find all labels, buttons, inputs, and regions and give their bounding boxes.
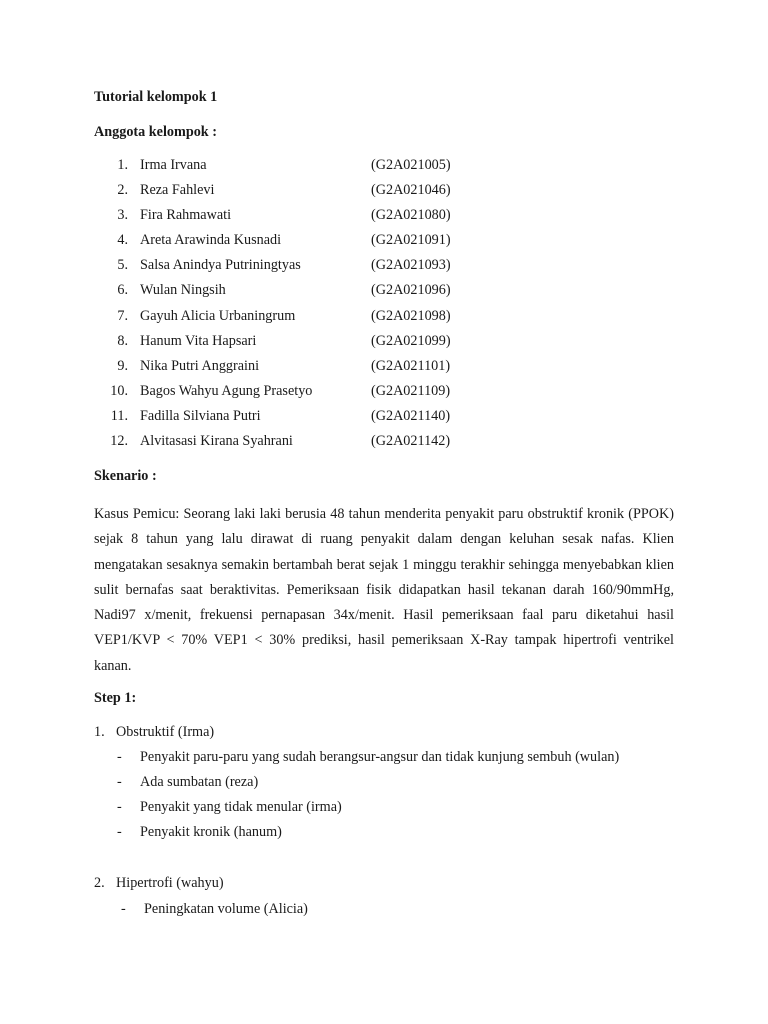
step-term: Obstruktif (Irma) <box>116 724 215 740</box>
step-number: 2. <box>94 875 105 891</box>
member-row <box>0 207 768 227</box>
member-id: (G2A021096) <box>371 282 451 298</box>
member-id: (G2A021099) <box>371 333 451 349</box>
step-term: Hipertrofi (wahyu) <box>116 875 224 891</box>
members-heading: Anggota kelompok : <box>94 124 217 140</box>
step-point-text: Penyakit paru-paru yang sudah berangsur-angsur dan tidak kunjung sembuh (wulan) <box>140 749 620 765</box>
member-number: 7. <box>117 308 128 324</box>
member-row <box>0 182 768 202</box>
document-title: Tutorial kelompok 1 <box>94 89 218 105</box>
member-name: Nika Putri Anggraini <box>140 358 260 374</box>
member-row <box>0 282 768 302</box>
member-id: (G2A021142) <box>371 433 451 449</box>
member-number: 10. <box>110 383 128 399</box>
member-id: (G2A021046) <box>371 182 451 198</box>
member-name: Irma Irvana <box>140 157 207 173</box>
step-heading: Step 1: <box>94 690 137 706</box>
step-item <box>94 875 224 892</box>
member-row <box>0 358 768 378</box>
member-number: 2. <box>117 182 128 198</box>
member-number: 3. <box>117 207 128 223</box>
member-id: (G2A021093) <box>371 257 451 273</box>
member-row <box>0 383 768 403</box>
member-name: Fira Rahmawati <box>140 207 232 223</box>
member-number: 9. <box>117 358 128 374</box>
member-number: 8. <box>117 333 128 349</box>
member-id: (G2A021098) <box>371 308 451 324</box>
member-row <box>0 232 768 252</box>
member-name: Wulan Ningsih <box>140 282 226 298</box>
bullet-dash: - <box>121 901 126 917</box>
member-row <box>0 257 768 277</box>
step-point-text: Ada sumbatan (reza) <box>140 774 259 790</box>
member-name: Reza Fahlevi <box>140 182 215 198</box>
member-name: Salsa Anindya Putriningtyas <box>140 257 301 273</box>
member-number: 1. <box>117 157 128 173</box>
member-name: Gayuh Alicia Urbaningrum <box>140 308 296 324</box>
scenario-paragraph: Kasus Pemicu: Seorang laki laki berusia 48 tahun menderita penyakit paru obstruktif kronik (PPOK) sejak 8 tahun yang lalu dirawat di ruang penyakit dalam dengan keluhan sesak nafas. Klien mengatakan sesaknya semakin bertambah berat sejak 1 minggu terakhir sehingga menyebabkan klien sulit bernafas saat beraktivitas. Pemeriksaan fisik didapatkan hasil tekanan darah 160/90mmHg, Nadi97 x/menit, frekuensi pernapasan 34x/menit. Hasil pemeriksaan faal paru diketahui hasil VEP1/KVP < 70% VEP1 < 30% prediksi, hasil pemeriksaan X-Ray tampak hipertrofi ventrikel kanan. <box>94 506 674 674</box>
bullet-dash: - <box>117 824 122 840</box>
member-name: Areta Arawinda Kusnadi <box>140 232 282 248</box>
member-row <box>0 308 768 328</box>
member-row <box>0 433 768 453</box>
member-name: Hanum Vita Hapsari <box>140 333 257 349</box>
bullet-dash: - <box>117 774 122 790</box>
member-number: 4. <box>117 232 128 248</box>
member-number: 12. <box>110 433 128 449</box>
member-id: (G2A021101) <box>371 358 451 374</box>
member-id: (G2A021080) <box>371 207 451 223</box>
member-number: 5. <box>117 257 128 273</box>
member-id: (G2A021140) <box>371 408 451 424</box>
bullet-dash: - <box>117 799 122 815</box>
member-row <box>0 333 768 353</box>
member-number: 6. <box>117 282 128 298</box>
member-number: 11. <box>110 408 128 424</box>
member-name: Alvitasasi Kirana Syahrani <box>140 433 293 449</box>
scenario-heading: Skenario : <box>94 468 157 484</box>
member-row <box>0 408 768 428</box>
step-number: 1. <box>94 724 105 740</box>
member-id: (G2A021109) <box>371 383 451 399</box>
step-point-text: Penyakit kronik (hanum) <box>140 824 282 840</box>
member-name: Fadilla Silviana Putri <box>140 408 261 424</box>
member-name: Bagos Wahyu Agung Prasetyo <box>140 383 313 399</box>
step-point-text: Penyakit yang tidak menular (irma) <box>140 799 342 815</box>
member-id: (G2A021091) <box>371 232 451 248</box>
member-row <box>0 157 768 177</box>
step-point-text: Peningkatan volume (Alicia) <box>144 901 308 917</box>
step-item <box>94 724 214 741</box>
bullet-dash: - <box>117 749 122 765</box>
member-id: (G2A021005) <box>371 157 451 173</box>
